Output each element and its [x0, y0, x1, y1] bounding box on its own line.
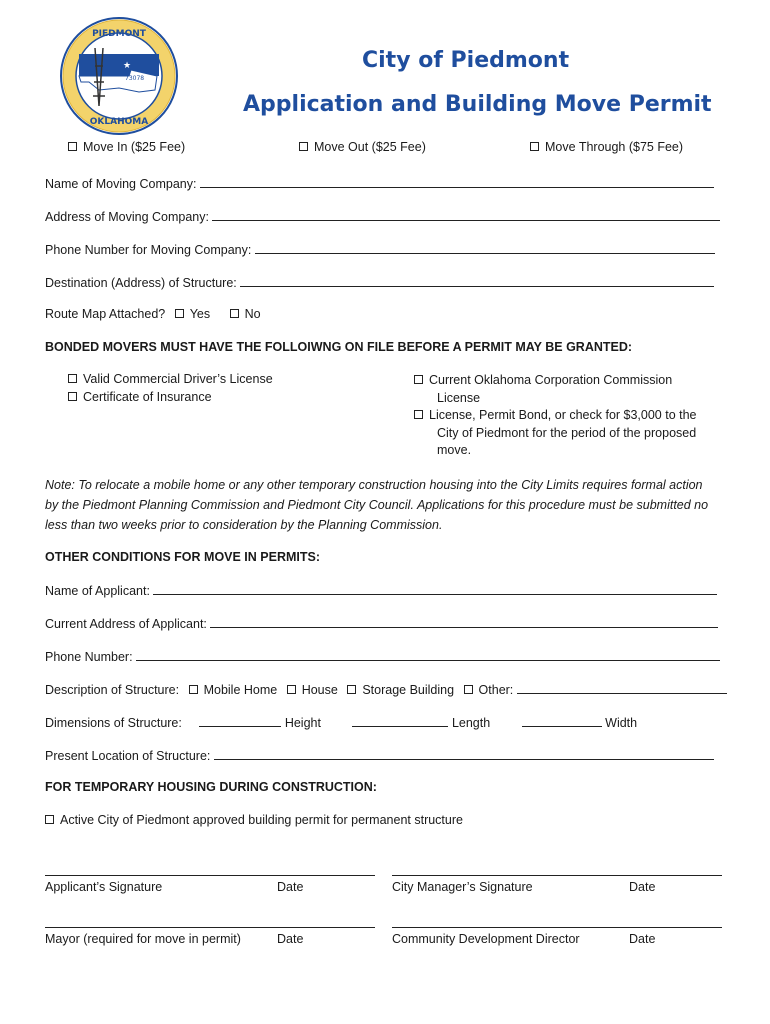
field-label: Current Address of Applicant: — [45, 617, 207, 631]
applicant-signature-label: Applicant’s Signature — [45, 880, 163, 894]
mobile-home-note — [45, 475, 735, 535]
moving-company-input[interactable] — [200, 175, 714, 188]
bonded-item-insurance — [68, 390, 212, 404]
storage-building-checkbox[interactable] — [347, 685, 356, 694]
applicant-date-label: Date — [277, 880, 304, 894]
item-label-cont: License — [437, 390, 481, 405]
checkbox-icon — [530, 142, 539, 151]
community-dev-signature-line[interactable] — [392, 927, 722, 928]
route-map-no-checkbox[interactable] — [230, 309, 239, 318]
field-destination — [45, 274, 714, 290]
field-moving-phone — [45, 241, 715, 257]
checkbox-icon[interactable] — [68, 392, 77, 401]
option-label: House — [301, 683, 338, 697]
present-location-input[interactable] — [214, 747, 714, 760]
other-description-input[interactable] — [517, 681, 727, 694]
item-label: Certificate of Insurance — [83, 390, 212, 404]
moving-phone-input[interactable] — [255, 241, 715, 254]
checkbox-label: Move In ($25 Fee) — [83, 140, 186, 154]
checkbox-icon — [299, 142, 308, 151]
applicant-address-input[interactable] — [210, 615, 718, 628]
checkbox-label: Move Out ($25 Fee) — [314, 140, 426, 154]
svg-text:★: ★ — [123, 61, 132, 71]
field-route-map — [45, 307, 261, 321]
bonded-item-cdl — [68, 372, 273, 386]
checkbox-icon[interactable] — [68, 374, 77, 383]
applicant-signature-line[interactable] — [45, 875, 375, 876]
field-applicant-address — [45, 615, 718, 631]
route-map-yes-checkbox[interactable] — [175, 309, 184, 318]
height-input[interactable] — [199, 714, 281, 727]
checkbox-move-in[interactable] — [68, 140, 185, 154]
seal-top-text: PIEDMONT — [92, 29, 146, 39]
dimension-label: Length — [451, 716, 491, 730]
note-line: Note: To relocate a mobile home or any other temporary construction housing into the City Limits requires formal action — [45, 478, 703, 492]
field-label: Dimensions of Structure: — [45, 716, 182, 730]
city-seal-logo — [59, 16, 179, 136]
field-label: Name of Applicant: — [45, 584, 150, 598]
page-title: City of Piedmont — [362, 48, 570, 73]
note-line: less than two weeks prior to consideration by the Planning Commission. — [45, 518, 443, 532]
bonded-heading: BONDED MOVERS MUST HAVE THE FOLLOIWNG ON FILE BEFORE A PERMIT MAY BE GRANTED: — [45, 340, 633, 354]
checkbox-label: Move Through ($75 Fee) — [545, 140, 684, 154]
option-label: Mobile Home — [203, 683, 278, 697]
field-label: Phone Number for Moving Company: — [45, 243, 252, 257]
field-applicant-phone — [45, 648, 720, 664]
mayor-signature-label: Mayor (required for move in permit) — [45, 932, 241, 946]
no-label: No — [244, 307, 261, 321]
option-label: Storage Building — [362, 683, 455, 697]
field-label: Description of Structure: — [45, 683, 180, 697]
community-dev-signature-label: Community Development Director — [392, 932, 580, 946]
mayor-date-label: Date — [277, 932, 304, 946]
applicant-name-input[interactable] — [153, 582, 717, 595]
field-structure-description — [45, 681, 727, 697]
field-label: Address of Moving Company: — [45, 210, 209, 224]
city-manager-signature-line[interactable] — [392, 875, 722, 876]
community-dev-date-label: Date — [629, 932, 656, 946]
field-label: Present Location of Structure: — [45, 749, 211, 763]
checkbox-icon — [68, 142, 77, 151]
field-applicant-name — [45, 582, 717, 598]
page-subtitle: Application and Building Move Permit — [243, 92, 712, 117]
field-moving-company — [45, 175, 714, 191]
field-label: Name of Moving Company: — [45, 177, 197, 191]
seal-bottom-text: OKLAHOMA — [89, 117, 149, 127]
item-label: Current Oklahoma Corporation Commission — [429, 373, 673, 387]
length-input[interactable] — [352, 714, 448, 727]
checkbox-move-out[interactable] — [299, 140, 426, 154]
checkbox-move-through[interactable] — [530, 140, 683, 154]
destination-input[interactable] — [240, 274, 714, 287]
item-label-cont: City of Piedmont for the period of the proposed — [437, 425, 697, 440]
field-present-location — [45, 747, 714, 763]
mobile-home-checkbox[interactable] — [189, 685, 198, 694]
seal-zip-text: 73078 — [125, 75, 145, 82]
item-label: Valid Commercial Driver’s License — [83, 372, 273, 386]
city-manager-date-label: Date — [629, 880, 656, 894]
moving-address-input[interactable] — [212, 208, 720, 221]
applicant-phone-input[interactable] — [136, 648, 720, 661]
option-label: Other: — [478, 683, 514, 697]
dimension-label: Height — [284, 716, 321, 730]
checkbox-icon[interactable] — [414, 410, 423, 419]
field-label: Route Map Attached? — [45, 307, 166, 321]
yes-label: Yes — [189, 307, 211, 321]
item-label: Active City of Piedmont approved building permit for permanent structure — [60, 813, 463, 827]
temporary-housing-heading: FOR TEMPORARY HOUSING DURING CONSTRUCTION: — [45, 780, 377, 794]
item-label-cont: move. — [437, 443, 472, 457]
bonded-item-occ-license — [414, 372, 672, 407]
item-label: License, Permit Bond, or check for $3,000 to the — [429, 408, 697, 422]
dimension-label: Width — [605, 716, 638, 730]
temporary-housing-item — [45, 813, 463, 827]
field-label: Destination (Address) of Structure: — [45, 276, 237, 290]
field-label: Phone Number: — [45, 650, 133, 664]
building-permit-checkbox[interactable] — [45, 815, 54, 824]
other-checkbox[interactable] — [464, 685, 473, 694]
field-dimensions — [45, 714, 637, 730]
width-input[interactable] — [522, 714, 602, 727]
checkbox-icon[interactable] — [414, 375, 423, 384]
other-conditions-heading: OTHER CONDITIONS FOR MOVE IN PERMITS: — [45, 550, 321, 564]
mayor-signature-line[interactable] — [45, 927, 375, 928]
note-line: by the Piedmont Planning Commission and Piedmont City Council. Applications for this procedure must be submitted no — [45, 498, 709, 512]
field-moving-address — [45, 208, 720, 224]
bonded-item-bond — [414, 407, 697, 460]
city-manager-signature-label: City Manager’s Signature — [392, 880, 533, 894]
house-checkbox[interactable] — [287, 685, 296, 694]
